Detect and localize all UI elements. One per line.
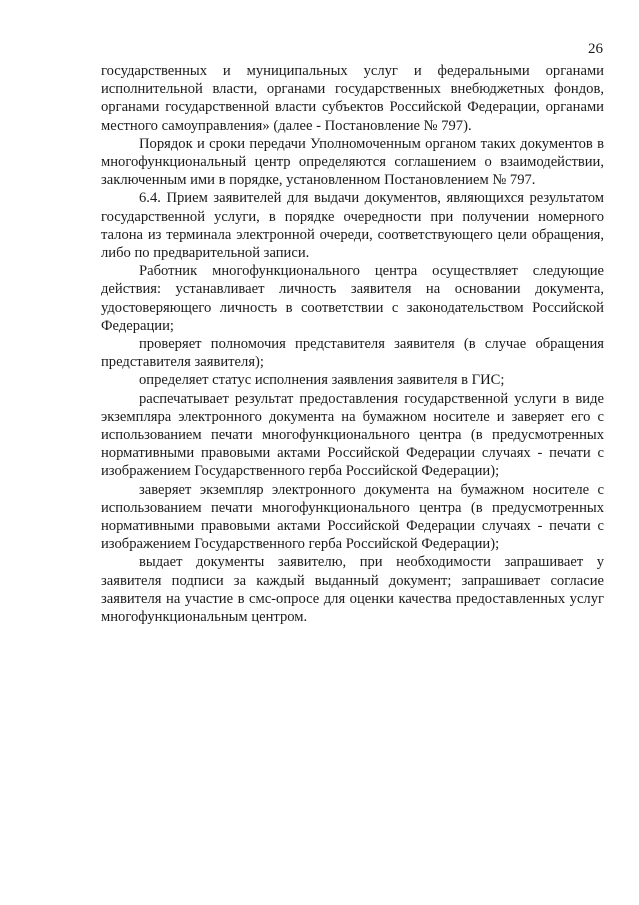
document-body bbox=[101, 62, 604, 626]
paragraph-section-6-4: 6.4. Прием заявителей для выдачи документов, являющихся результатом государственной услуги, в порядке очередности при получении номерного талона из терминала электронной очереди, соответствующего цели обращения, либо по предварительной записи. bbox=[101, 190, 604, 262]
paragraph-print-result: распечатывает результат предоставления государственной услуги в виде экземпляра электронного документа на бумажном носителе и заверяет его с использованием печати многофункционального центра (в предусмотренных нормативными правовыми актами Российской Федерации случаях - печати с изображением Государственного герба Российской Федерации); bbox=[101, 390, 604, 480]
page-number: 26 bbox=[588, 41, 603, 57]
paragraph-check-authority: проверяет полномочия представителя заявителя (в случае обращения представителя заявителя); bbox=[101, 336, 604, 371]
paragraph-certify-copy: заверяет экземпляр электронного документа на бумажном носителе с использованием печати многофункционального центра (в предусмотренных нормативными правовыми актами Российской Федерации случаях - печати с изображением Государственного герба Российской Федерации); bbox=[101, 481, 604, 553]
paragraph-continuation: государственных и муниципальных услуг и федеральными органами исполнительной власти, органами государственных внебюджетных фондов, органами государственной власти субъектов Российской Федерации, органами местного самоуправления» (далее - Постановление № 797). bbox=[101, 63, 604, 134]
paragraph-transfer-procedure: Порядок и сроки передачи Уполномоченным органом таких документов в многофункциональный центр определяются соглашением о взаимодействии, заключенным ими в порядке, установленном Постановлением № 797. bbox=[101, 135, 604, 189]
paragraph-check-status: определяет статус исполнения заявления заявителя в ГИС; bbox=[139, 372, 505, 389]
paragraph-issue-documents: выдает документы заявителю, при необходимости запрашивает у заявителя подписи за каждый выданный документ; запрашивает согласие заявителя на участие в смс-опросе для оценки качества предоставленных услуг многофункциональным центром. bbox=[101, 554, 604, 626]
paragraph-mfc-actions: Работник многофункционального центра осуществляет следующие действия: устанавливает личность заявителя на основании документа, удостоверяющего личность в соответствии с законодательством Российской Федерации; bbox=[101, 263, 604, 334]
